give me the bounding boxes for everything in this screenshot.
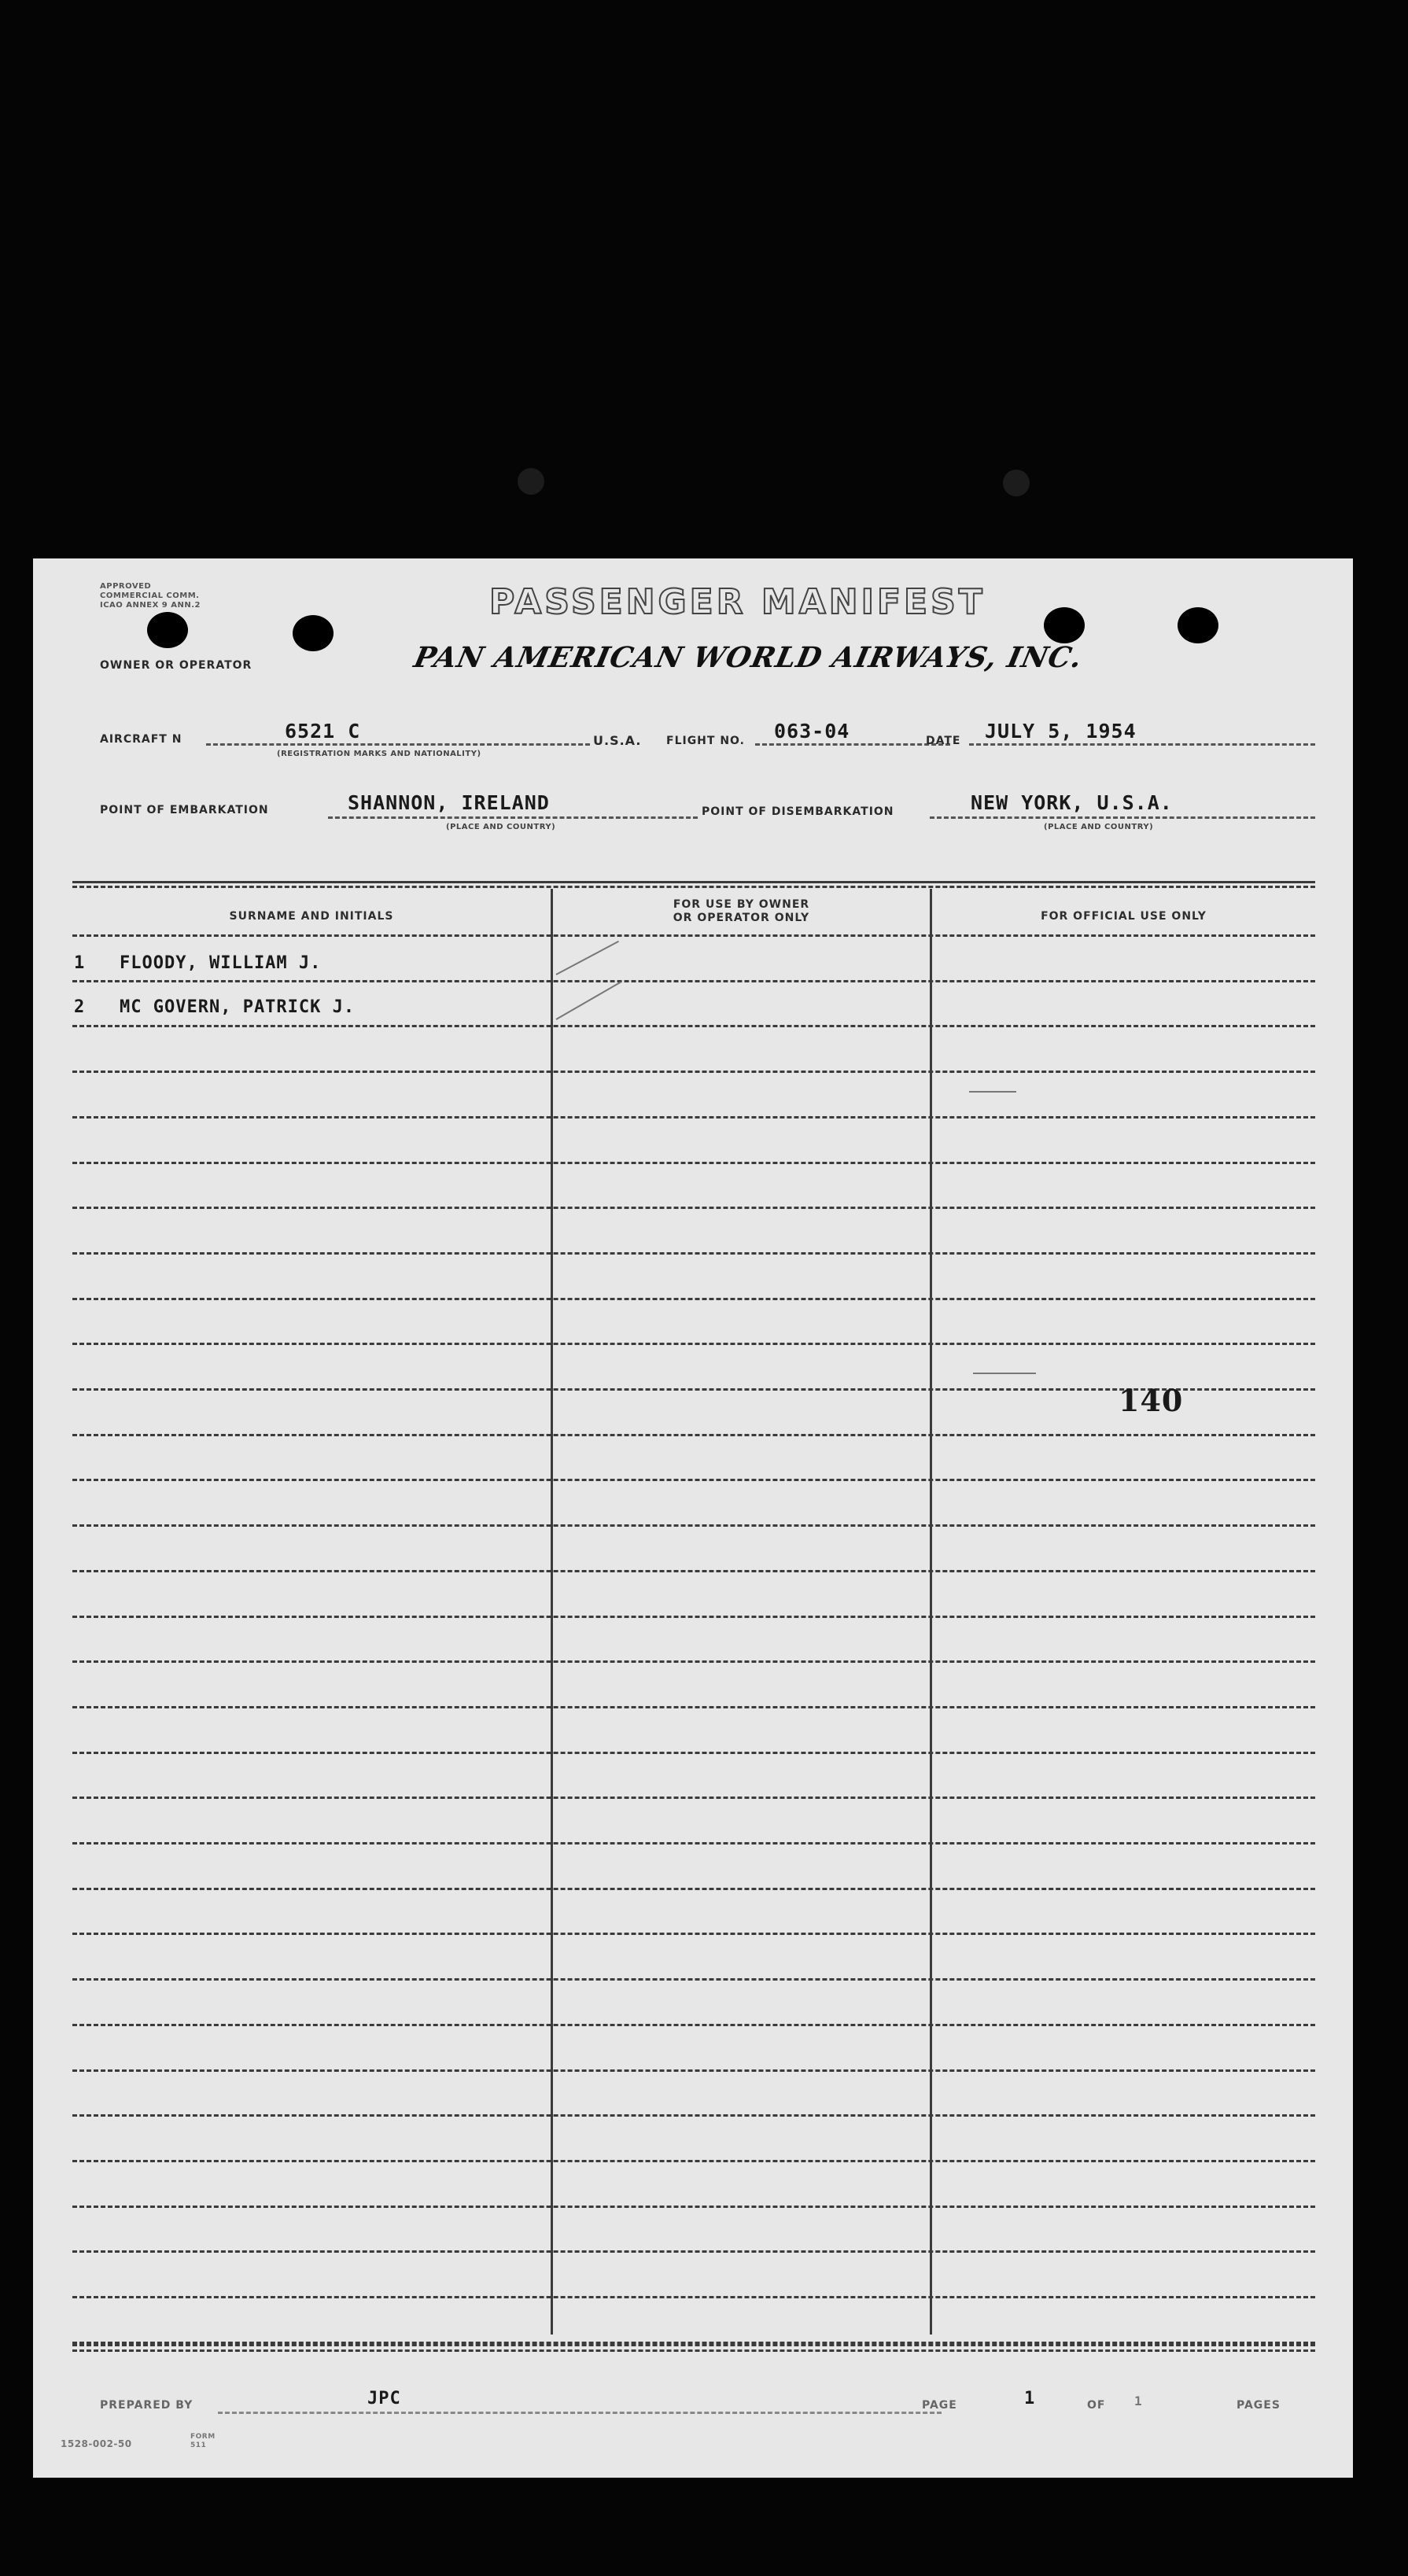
disembarkation-underline <box>930 816 1315 819</box>
form-stamp: FORM 511 <box>190 2433 216 2449</box>
passenger-number: 2 <box>74 997 86 1017</box>
row-rule <box>72 1933 1315 1935</box>
pencil-mark <box>556 941 619 975</box>
disembarkation-label: POINT OF DISEMBARKATION <box>702 805 894 818</box>
of-label: OF <box>1087 2399 1106 2412</box>
page-value: 1 <box>1024 2389 1036 2408</box>
stamp-number: 140 <box>1119 1383 1184 1418</box>
pencil-mark <box>969 1091 1016 1093</box>
punch-hole <box>1044 607 1085 643</box>
row-rule <box>72 1479 1315 1481</box>
column-divider <box>551 889 553 2335</box>
row-rule <box>72 2114 1315 2117</box>
prepared-value: JPC <box>367 2389 401 2408</box>
row-rule <box>72 2206 1315 2208</box>
registration-note: (REGISTRATION MARKS AND NATIONALITY) <box>277 750 481 758</box>
aircraft-label: AIRCRAFT N <box>100 733 182 746</box>
approval-stamp: APPROVED COMMERCIAL COMM. ICAO ANNEX 9 ANN.2 <box>100 582 201 610</box>
row-rule <box>72 2024 1315 2026</box>
table-top-rule <box>72 886 1315 888</box>
date-label: DATE <box>926 735 961 747</box>
row-rule <box>72 1978 1315 1981</box>
embarkation-label: POINT OF EMBARKATION <box>100 804 269 816</box>
punch-hole <box>1178 607 1218 643</box>
column-header-surname: SURNAME AND INITIALS <box>229 910 394 923</box>
usa-label: U.S.A. <box>593 733 642 748</box>
page-label: PAGE <box>922 2399 957 2412</box>
row-rule <box>72 1434 1315 1436</box>
disembarkation-value: NEW YORK, U.S.A. <box>971 791 1173 814</box>
row-rule <box>72 1252 1315 1255</box>
date-value: JULY 5, 1954 <box>985 720 1137 743</box>
of-value: 1 <box>1134 2394 1143 2408</box>
row-rule <box>72 1660 1315 1663</box>
pencil-mark <box>556 982 621 1020</box>
row-rule <box>72 1706 1315 1708</box>
embarkation-note: (PLACE AND COUNTRY) <box>446 823 556 831</box>
embarkation-value: SHANNON, IRELAND <box>348 791 550 814</box>
pages-label: PAGES <box>1237 2399 1281 2412</box>
row-rule <box>72 1570 1315 1572</box>
aircraft-underline <box>206 743 590 746</box>
flight-label: FLIGHT NO. <box>666 735 745 747</box>
passenger-name: FLOODY, WILLIAM J. <box>120 953 322 973</box>
punch-hole <box>293 615 334 651</box>
company-name: PAN AMERICAN WORLD AIRWAYS, INC. <box>411 641 1086 674</box>
row-rule <box>72 1842 1315 1844</box>
column-header-official-use: FOR OFFICIAL USE ONLY <box>1041 910 1207 923</box>
table-bottom-rule <box>72 2349 1315 2352</box>
row-rule <box>72 1116 1315 1118</box>
form-number: 1528-002-50 <box>61 2438 132 2449</box>
row-rule <box>72 1071 1315 1073</box>
row-rule <box>72 1616 1315 1618</box>
manifest-sheet <box>33 558 1353 2478</box>
binder-hole <box>1003 470 1030 496</box>
row-rule <box>72 1524 1315 1527</box>
row-rule <box>72 2160 1315 2162</box>
row-rule <box>72 1298 1315 1300</box>
disembarkation-note: (PLACE AND COUNTRY) <box>1044 823 1154 831</box>
row-rule <box>72 1207 1315 1209</box>
flight-underline <box>755 743 950 746</box>
table-top-rule <box>72 881 1315 883</box>
row-rule <box>72 2250 1315 2253</box>
passenger-number: 1 <box>74 953 86 973</box>
row-rule <box>72 980 1315 982</box>
row-rule <box>72 1025 1315 1027</box>
binder-hole <box>518 468 544 495</box>
column-divider <box>930 889 932 2335</box>
row-rule <box>72 2296 1315 2298</box>
row-rule <box>72 1343 1315 1345</box>
flight-value: 063-04 <box>774 720 850 743</box>
embarkation-underline <box>328 816 698 819</box>
owner-label: OWNER OR OPERATOR <box>100 659 252 672</box>
date-underline <box>969 743 1315 746</box>
column-header-owner-use: FOR USE BY OWNER OR OPERATOR ONLY <box>673 898 810 924</box>
row-rule <box>72 2069 1315 2072</box>
prepared-underline <box>218 2412 942 2414</box>
form-title: PASSENGER MANIFEST <box>489 582 986 622</box>
row-rule <box>72 1888 1315 1890</box>
row-rule <box>72 1162 1315 1164</box>
aircraft-value: 6521 C <box>285 720 361 743</box>
pencil-mark <box>973 1373 1036 1374</box>
row-rule <box>72 1797 1315 1799</box>
punch-hole <box>147 612 188 648</box>
prepared-label: PREPARED BY <box>100 2399 194 2412</box>
row-rule <box>72 1752 1315 1754</box>
row-rule <box>72 934 1315 937</box>
passenger-name: MC GOVERN, PATRICK J. <box>120 997 356 1017</box>
table-bottom-rule <box>72 2344 1315 2346</box>
